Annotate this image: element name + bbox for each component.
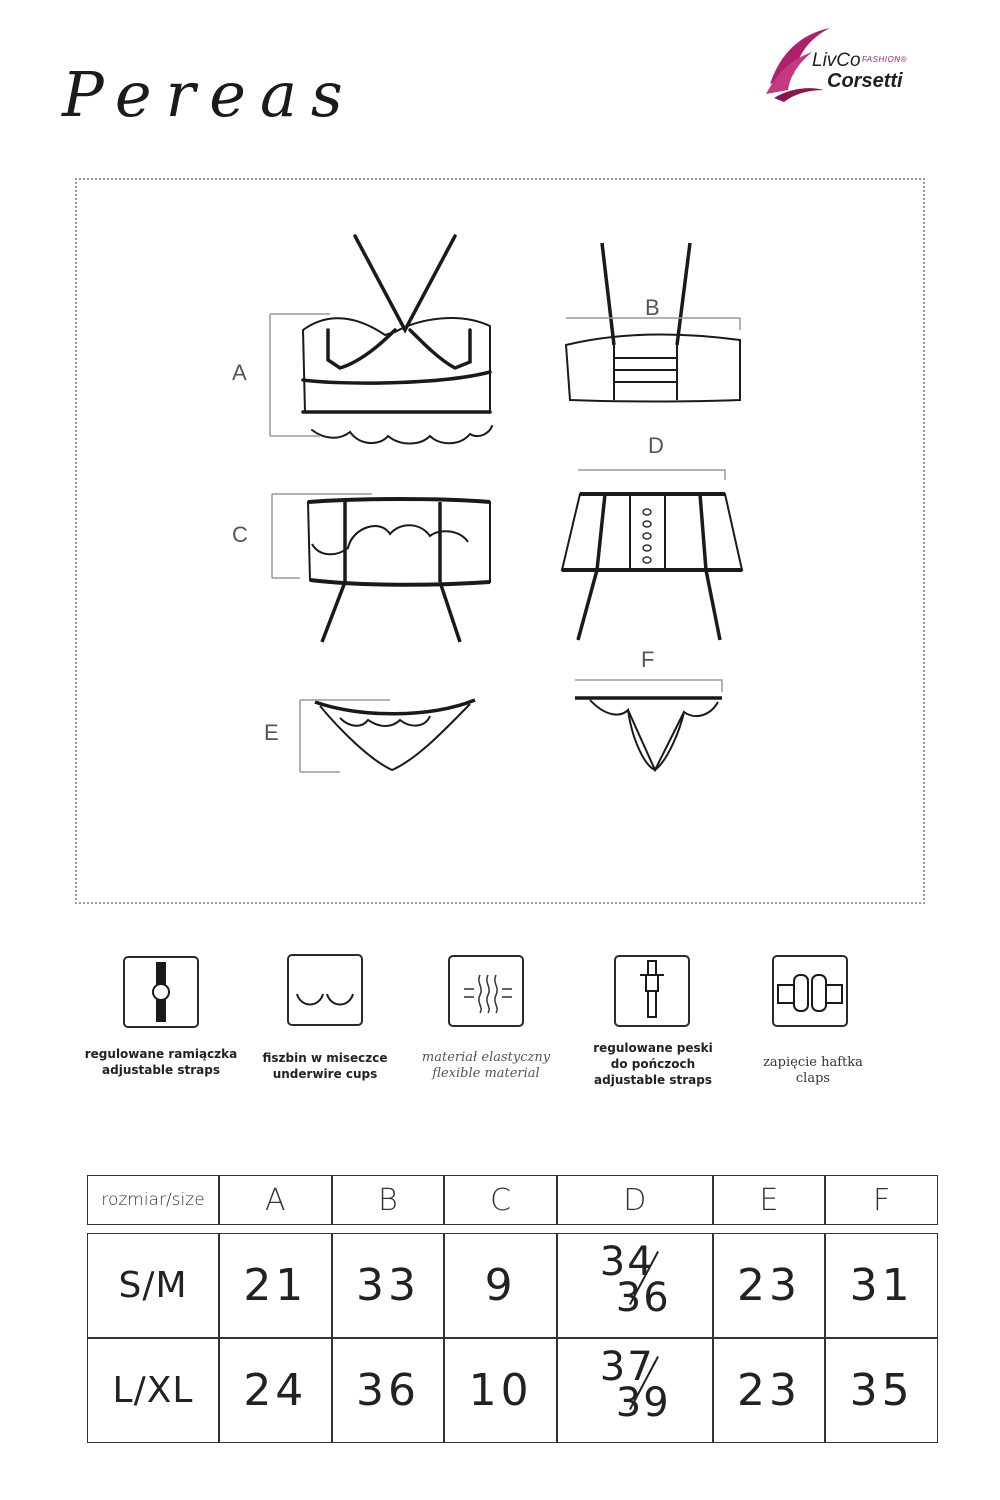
feature-stocking-straps: regulowane peski do pończoch adjustable straps	[593, 1041, 713, 1087]
cell-d	[557, 1338, 713, 1443]
col-header-e: E	[713, 1175, 826, 1225]
hook-clasp-icon	[772, 955, 848, 1027]
label-e: E	[264, 720, 279, 745]
col-header-f: F	[825, 1175, 938, 1225]
label-f: F	[641, 647, 655, 672]
cell-b: 36	[332, 1338, 445, 1443]
cell-d-bottom: 39	[615, 1380, 671, 1426]
col-header-d: D	[557, 1175, 713, 1225]
size-table	[87, 1175, 938, 1443]
col-header-c: C	[444, 1175, 557, 1225]
table-row	[87, 1233, 938, 1338]
flexible-material-icon	[448, 955, 524, 1027]
col-header-b: B	[332, 1175, 445, 1225]
size-header-corner: rozmiar/size	[87, 1175, 219, 1225]
page-title: Pereas	[62, 58, 357, 131]
cell-e: 23	[713, 1338, 826, 1443]
cell-d	[557, 1233, 713, 1338]
col-header-a: A	[219, 1175, 332, 1225]
underwire-cups-icon	[287, 954, 363, 1026]
label-d: D	[648, 433, 664, 458]
cell-a: 21	[219, 1233, 332, 1338]
feature-adjustable-straps: regulowane ramiączka adjustable straps	[84, 1047, 238, 1077]
brand-sub: Corsetti	[827, 70, 903, 92]
label-c: C	[232, 522, 248, 547]
feature-flexible-material: materiał elastyczny flexible material	[421, 1050, 551, 1081]
cell-c: 10	[444, 1338, 557, 1443]
feature-clasp: zapięcie haftka claps	[763, 1055, 863, 1086]
cell-d-top: 37	[599, 1344, 655, 1390]
feature-underwire-cups: fiszbin w miseczce underwire cups	[262, 1051, 388, 1081]
cell-d-top: 34	[599, 1239, 655, 1285]
cell-c: 9	[444, 1233, 557, 1338]
cell-a: 24	[219, 1338, 332, 1443]
label-b: B	[645, 295, 660, 320]
cell-b: 33	[332, 1233, 445, 1338]
brand-name: LivCo	[812, 50, 861, 71]
cell-d-bottom: 36	[615, 1275, 671, 1321]
label-a: A	[232, 360, 247, 385]
table-row	[87, 1338, 938, 1443]
brand-fashion: FASHION®	[862, 55, 907, 64]
cell-f: 31	[825, 1233, 938, 1338]
size-label: S/M	[87, 1233, 219, 1338]
stocking-strap-icon	[614, 955, 690, 1027]
size-label: L/XL	[87, 1338, 219, 1443]
size-table-header	[87, 1175, 938, 1225]
cell-f: 35	[825, 1338, 938, 1443]
adjustable-strap-icon	[123, 956, 199, 1028]
cell-e: 23	[713, 1233, 826, 1338]
